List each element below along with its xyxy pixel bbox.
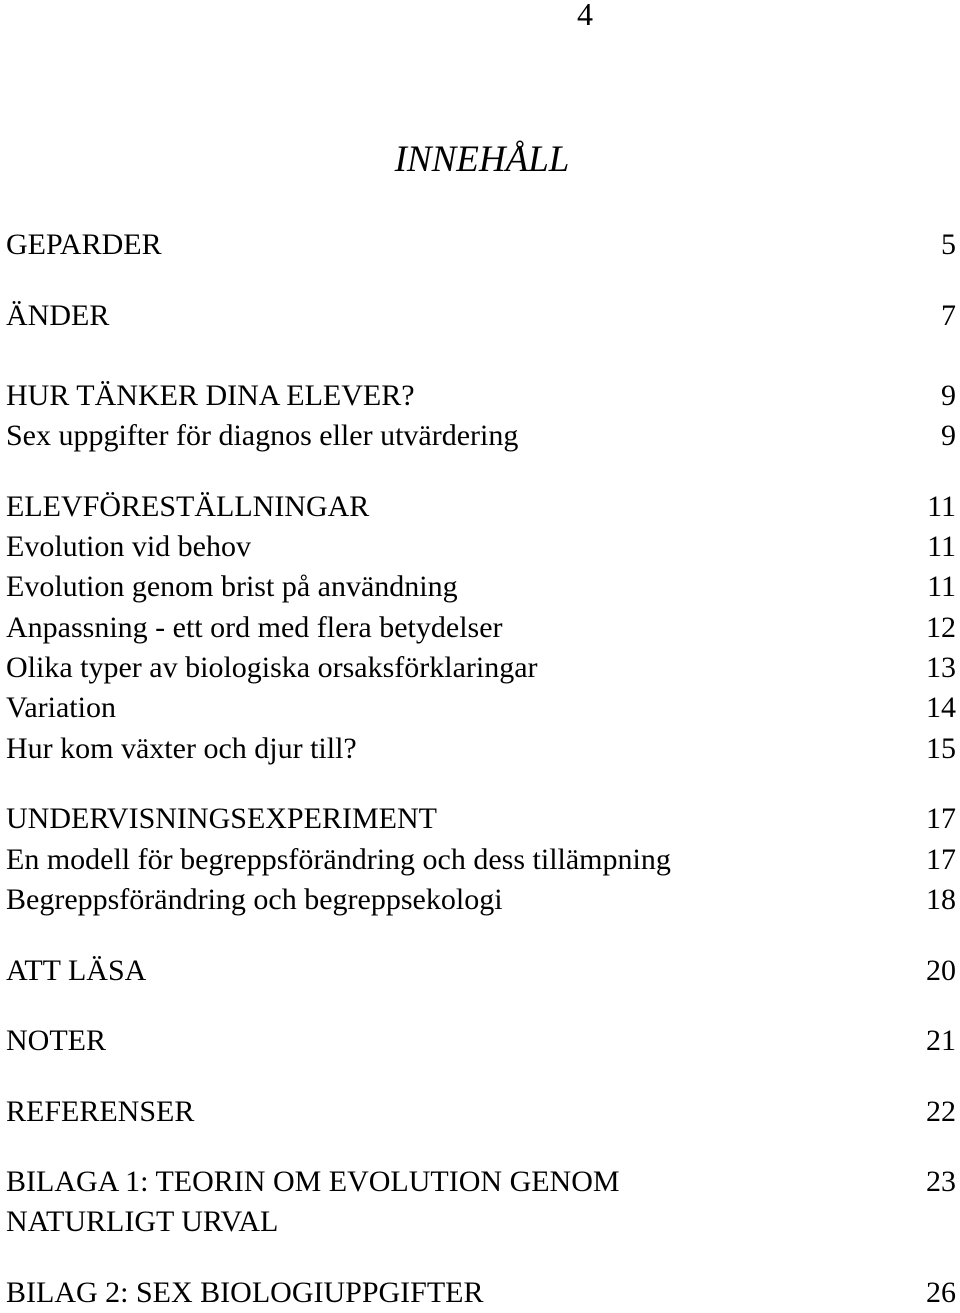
- toc-entry-evolution-genom-brist: [6, 567, 956, 607]
- toc-entry-label: GEPARDER: [6, 228, 162, 261]
- toc-entry-page: 15: [926, 732, 956, 765]
- toc-entry-evolution-vid-behov: [6, 527, 956, 567]
- toc-entry-label: ELEVFÖRESTÄLLNINGAR: [6, 490, 370, 523]
- toc-entry-bilag-2: [6, 1273, 956, 1313]
- toc-entry-page: 26: [926, 1276, 956, 1309]
- toc-entry-ander: [6, 296, 956, 336]
- toc-entry-elevforestallningar: [6, 487, 956, 527]
- toc-entry-label: Sex uppgifter för diagnos eller utvärdering: [6, 419, 519, 452]
- toc-entry-page: 7: [941, 299, 956, 332]
- toc-entry-variation: [6, 688, 956, 728]
- toc-entry-label: HUR TÄNKER DINA ELEVER?: [6, 379, 415, 412]
- toc-entry-hur-tanker-dina-elever: [6, 376, 956, 416]
- toc-entry-hur-kom-vaxter: [6, 729, 956, 769]
- toc-entry-page: 17: [926, 802, 956, 835]
- toc-entry-label: REFERENSER: [6, 1095, 195, 1128]
- toc-entry-label: Variation: [6, 691, 116, 724]
- toc-entry-page: 18: [926, 883, 956, 916]
- toc-entry-page: 11: [927, 530, 956, 563]
- toc-entry-begreppsforandring: [6, 880, 956, 920]
- toc-entry-olika-typer: [6, 648, 956, 688]
- toc-entry-page: 23: [926, 1165, 956, 1198]
- toc-entry-label: Hur kom växter och djur till?: [6, 732, 357, 765]
- toc-entry-page: 14: [926, 691, 956, 724]
- toc-entry-page: 21: [926, 1024, 956, 1057]
- toc-entry-geparder: [6, 225, 956, 265]
- toc-entry-undervisningsexperiment: [6, 799, 956, 839]
- toc-entry-page: 9: [941, 419, 956, 452]
- toc-entry-att-lasa: [6, 951, 956, 991]
- toc-entry-page: 13: [926, 651, 956, 684]
- toc-entry-bilaga-1: [6, 1162, 956, 1242]
- toc-entry-label: Begreppsförändring och begreppsekologi: [6, 883, 503, 916]
- toc-entry-label: BILAGA 1: TEORIN OM EVOLUTION GENOM NATURLIGT URVAL: [6, 1165, 620, 1238]
- toc-entry-page: 12: [926, 611, 956, 644]
- toc-entry-label: Evolution vid behov: [6, 530, 251, 563]
- toc-entry-label: ÄNDER: [6, 299, 110, 332]
- toc-entry-label: Olika typer av biologiska orsaksförklaringar: [6, 651, 538, 684]
- toc-entry-page: 17: [926, 843, 956, 876]
- toc-entry-page: 11: [927, 490, 956, 523]
- toc-entry-label: Evolution genom brist på användning: [6, 570, 458, 603]
- toc-entry-page: 11: [927, 570, 956, 603]
- toc-entry-noter: [6, 1021, 956, 1061]
- toc-entry-page: 20: [926, 954, 956, 987]
- page-title: INNEHÅLL: [394, 139, 570, 180]
- toc-entry-label: Anpassning - ett ord med flera betydelser: [6, 611, 503, 644]
- toc-entry-label: BILAG 2: SEX BIOLOGIUPPGIFTER: [6, 1276, 484, 1309]
- toc-entry-anpassning: [6, 608, 956, 648]
- toc-entry-page: 22: [926, 1095, 956, 1128]
- toc-entry-referenser: [6, 1092, 956, 1132]
- toc-entry-label: UNDERVISNINGSEXPERIMENT: [6, 802, 437, 835]
- toc-entry-sex-uppgifter: [6, 416, 956, 456]
- toc-entry-label: ATT LÄSA: [6, 954, 147, 987]
- toc-entry-en-modell: [6, 840, 956, 880]
- toc-entry-label: NOTER: [6, 1024, 106, 1057]
- toc-entry-page: 9: [941, 379, 956, 412]
- toc-entry-page: 5: [941, 228, 956, 261]
- page-number: 4: [577, 0, 593, 32]
- toc-entry-label: En modell för begreppsförändring och dess tillämpning: [6, 843, 671, 876]
